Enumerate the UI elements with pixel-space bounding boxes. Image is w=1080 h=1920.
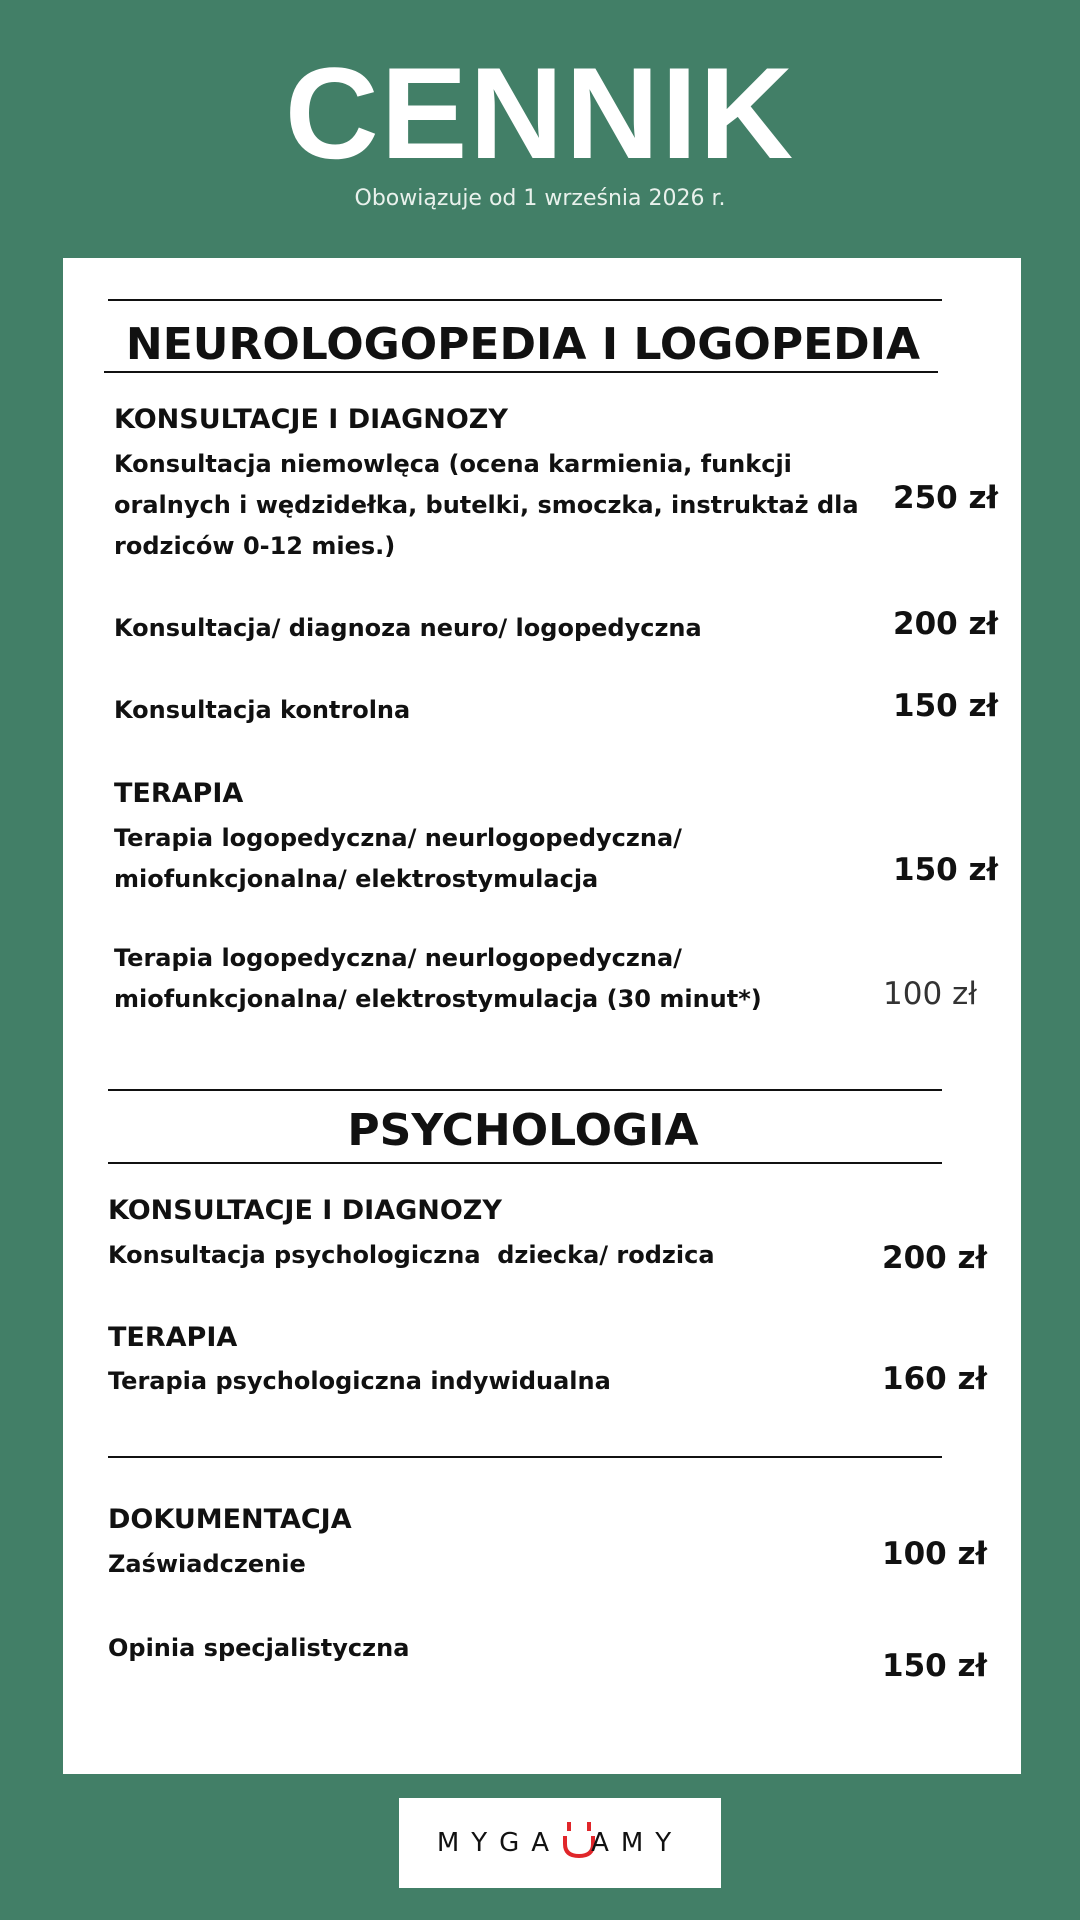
price-item-value: 160 zł xyxy=(882,1361,988,1397)
category-heading-documentation: DOKUMENTACJA xyxy=(108,1504,352,1535)
logo-wordmark: MYGA AMY xyxy=(436,1828,684,1858)
divider xyxy=(108,1089,942,1091)
price-item-name: Terapia psychologiczna indywidualna xyxy=(108,1367,611,1395)
price-item-name: Terapia logopedyczna/ neurlogopedyczna/ miofunkcjonalna/ elektrostymulacja (30 minut*) xyxy=(114,944,762,1013)
divider xyxy=(108,1162,942,1164)
price-item-value: 150 zł xyxy=(893,688,999,724)
price-item-name: Konsultacja/ diagnoza neuro/ logopedyczna xyxy=(114,614,702,642)
price-list-card xyxy=(63,258,1021,1774)
price-item-value: 100 zł xyxy=(882,1536,988,1572)
divider xyxy=(104,371,938,373)
price-item-value: 150 zł xyxy=(882,1648,988,1684)
price-item-name: Konsultacja psychologiczna dziecka/ rodzica xyxy=(108,1241,715,1269)
divider xyxy=(108,299,942,301)
category-heading-therapy: TERAPIA xyxy=(108,1322,238,1353)
page-title: CENNIK xyxy=(284,40,796,186)
price-item-value: 200 zł xyxy=(893,606,999,642)
price-item-name: Konsultacja kontrolna xyxy=(114,696,411,724)
price-item-value: 200 zł xyxy=(882,1240,988,1276)
price-item-name: Opinia specjalistyczna xyxy=(108,1634,410,1662)
divider xyxy=(108,1456,942,1458)
price-item-value: 100 zł xyxy=(883,976,978,1012)
price-item-name: Terapia logopedyczna/ neurlogopedyczna/ miofunkcjonalna/ elektrostymulacja xyxy=(114,824,682,893)
section-title-logopedia: NEUROLOGOPEDIA I LOGOPEDIA xyxy=(125,319,921,370)
section-title-psychologia: PSYCHOLOGIA xyxy=(347,1105,699,1156)
category-heading-consultations: KONSULTACJE I DIAGNOZY xyxy=(108,1195,502,1226)
category-heading-therapy: TERAPIA xyxy=(114,778,244,809)
logo xyxy=(399,1798,721,1888)
price-item-name: Zaświadczenie xyxy=(108,1550,306,1578)
validity-date: Obowiązuje od 1 września 2026 r. xyxy=(354,186,726,211)
price-item-value: 150 zł xyxy=(893,852,999,888)
category-heading-consultations: KONSULTACJE I DIAGNOZY xyxy=(114,404,508,435)
price-item-name: Konsultacja niemowlęca (ocena karmienia, funkcji oralnych i wędzidełka, butelki, smoczka, instruktaż dla rodziców 0-12 mies.) xyxy=(114,450,859,560)
price-item-value: 250 zł xyxy=(893,480,999,516)
